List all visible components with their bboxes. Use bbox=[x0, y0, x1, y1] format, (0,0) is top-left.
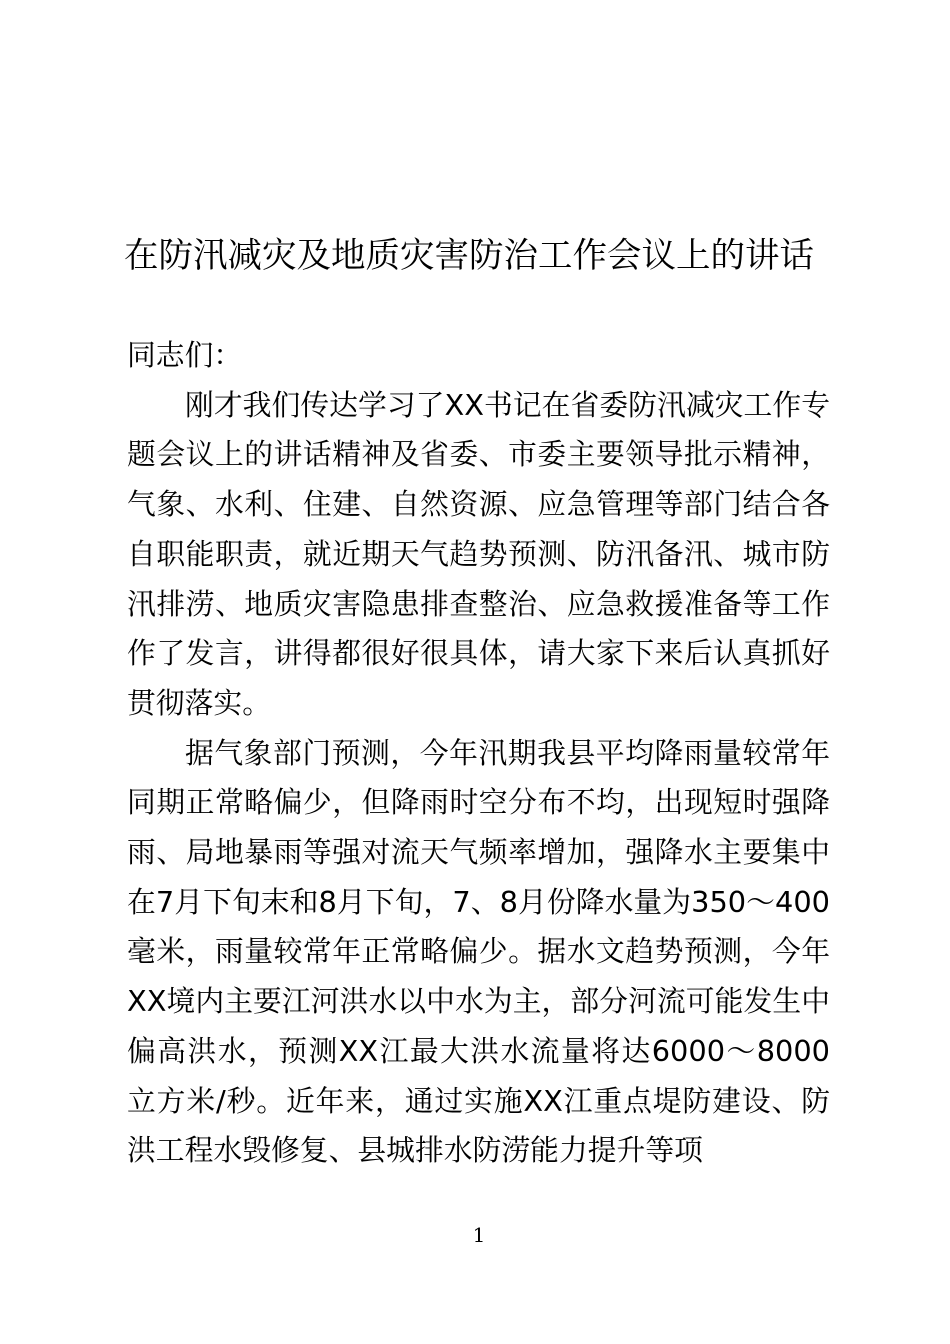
document-title: 在防汛减灾及地质灾害防治工作会议上的讲话 bbox=[124, 236, 814, 276]
paragraph-2: 据气象部门预测，今年汛期我县平均降雨量较常年同期正常略偏少，但降雨时空分布不均，出现短时强降雨、局地暴雨等强对流天气频率增加，强降水主要集中在7月下旬末和8月下旬，7、8月份降水量为350～400毫米，雨量较常年正常略偏少。据水文趋势预测，今年XX境内主要江河洪水以中水为主，部分河流可能发生中偏高洪水，预测XX江最大洪水流量将达6000～8000立方米/秒。近年来，通过实施XX江重点堤防建设、防洪工程水毁修复、县城排水防涝能力提升等项 bbox=[127, 735, 830, 1168]
salutation: 同志们： bbox=[127, 338, 243, 372]
document-body bbox=[127, 331, 830, 1176]
page-number: 1 bbox=[472, 1223, 486, 1247]
paragraph-1: 刚才我们传达学习了XX书记在省委防汛减灾工作专题会议上的讲话精神及省委、市委主要领导批示精神，气象、水利、住建、自然资源、应急管理等部门结合各自职能职责，就近期天气趋势预测、防汛备汛、城市防汛排涝、地质灾害隐患排查整治、应急救援准备等工作作了发言，讲得都很好很具体，请大家下来后认真抓好贯彻落实。 bbox=[127, 387, 830, 720]
